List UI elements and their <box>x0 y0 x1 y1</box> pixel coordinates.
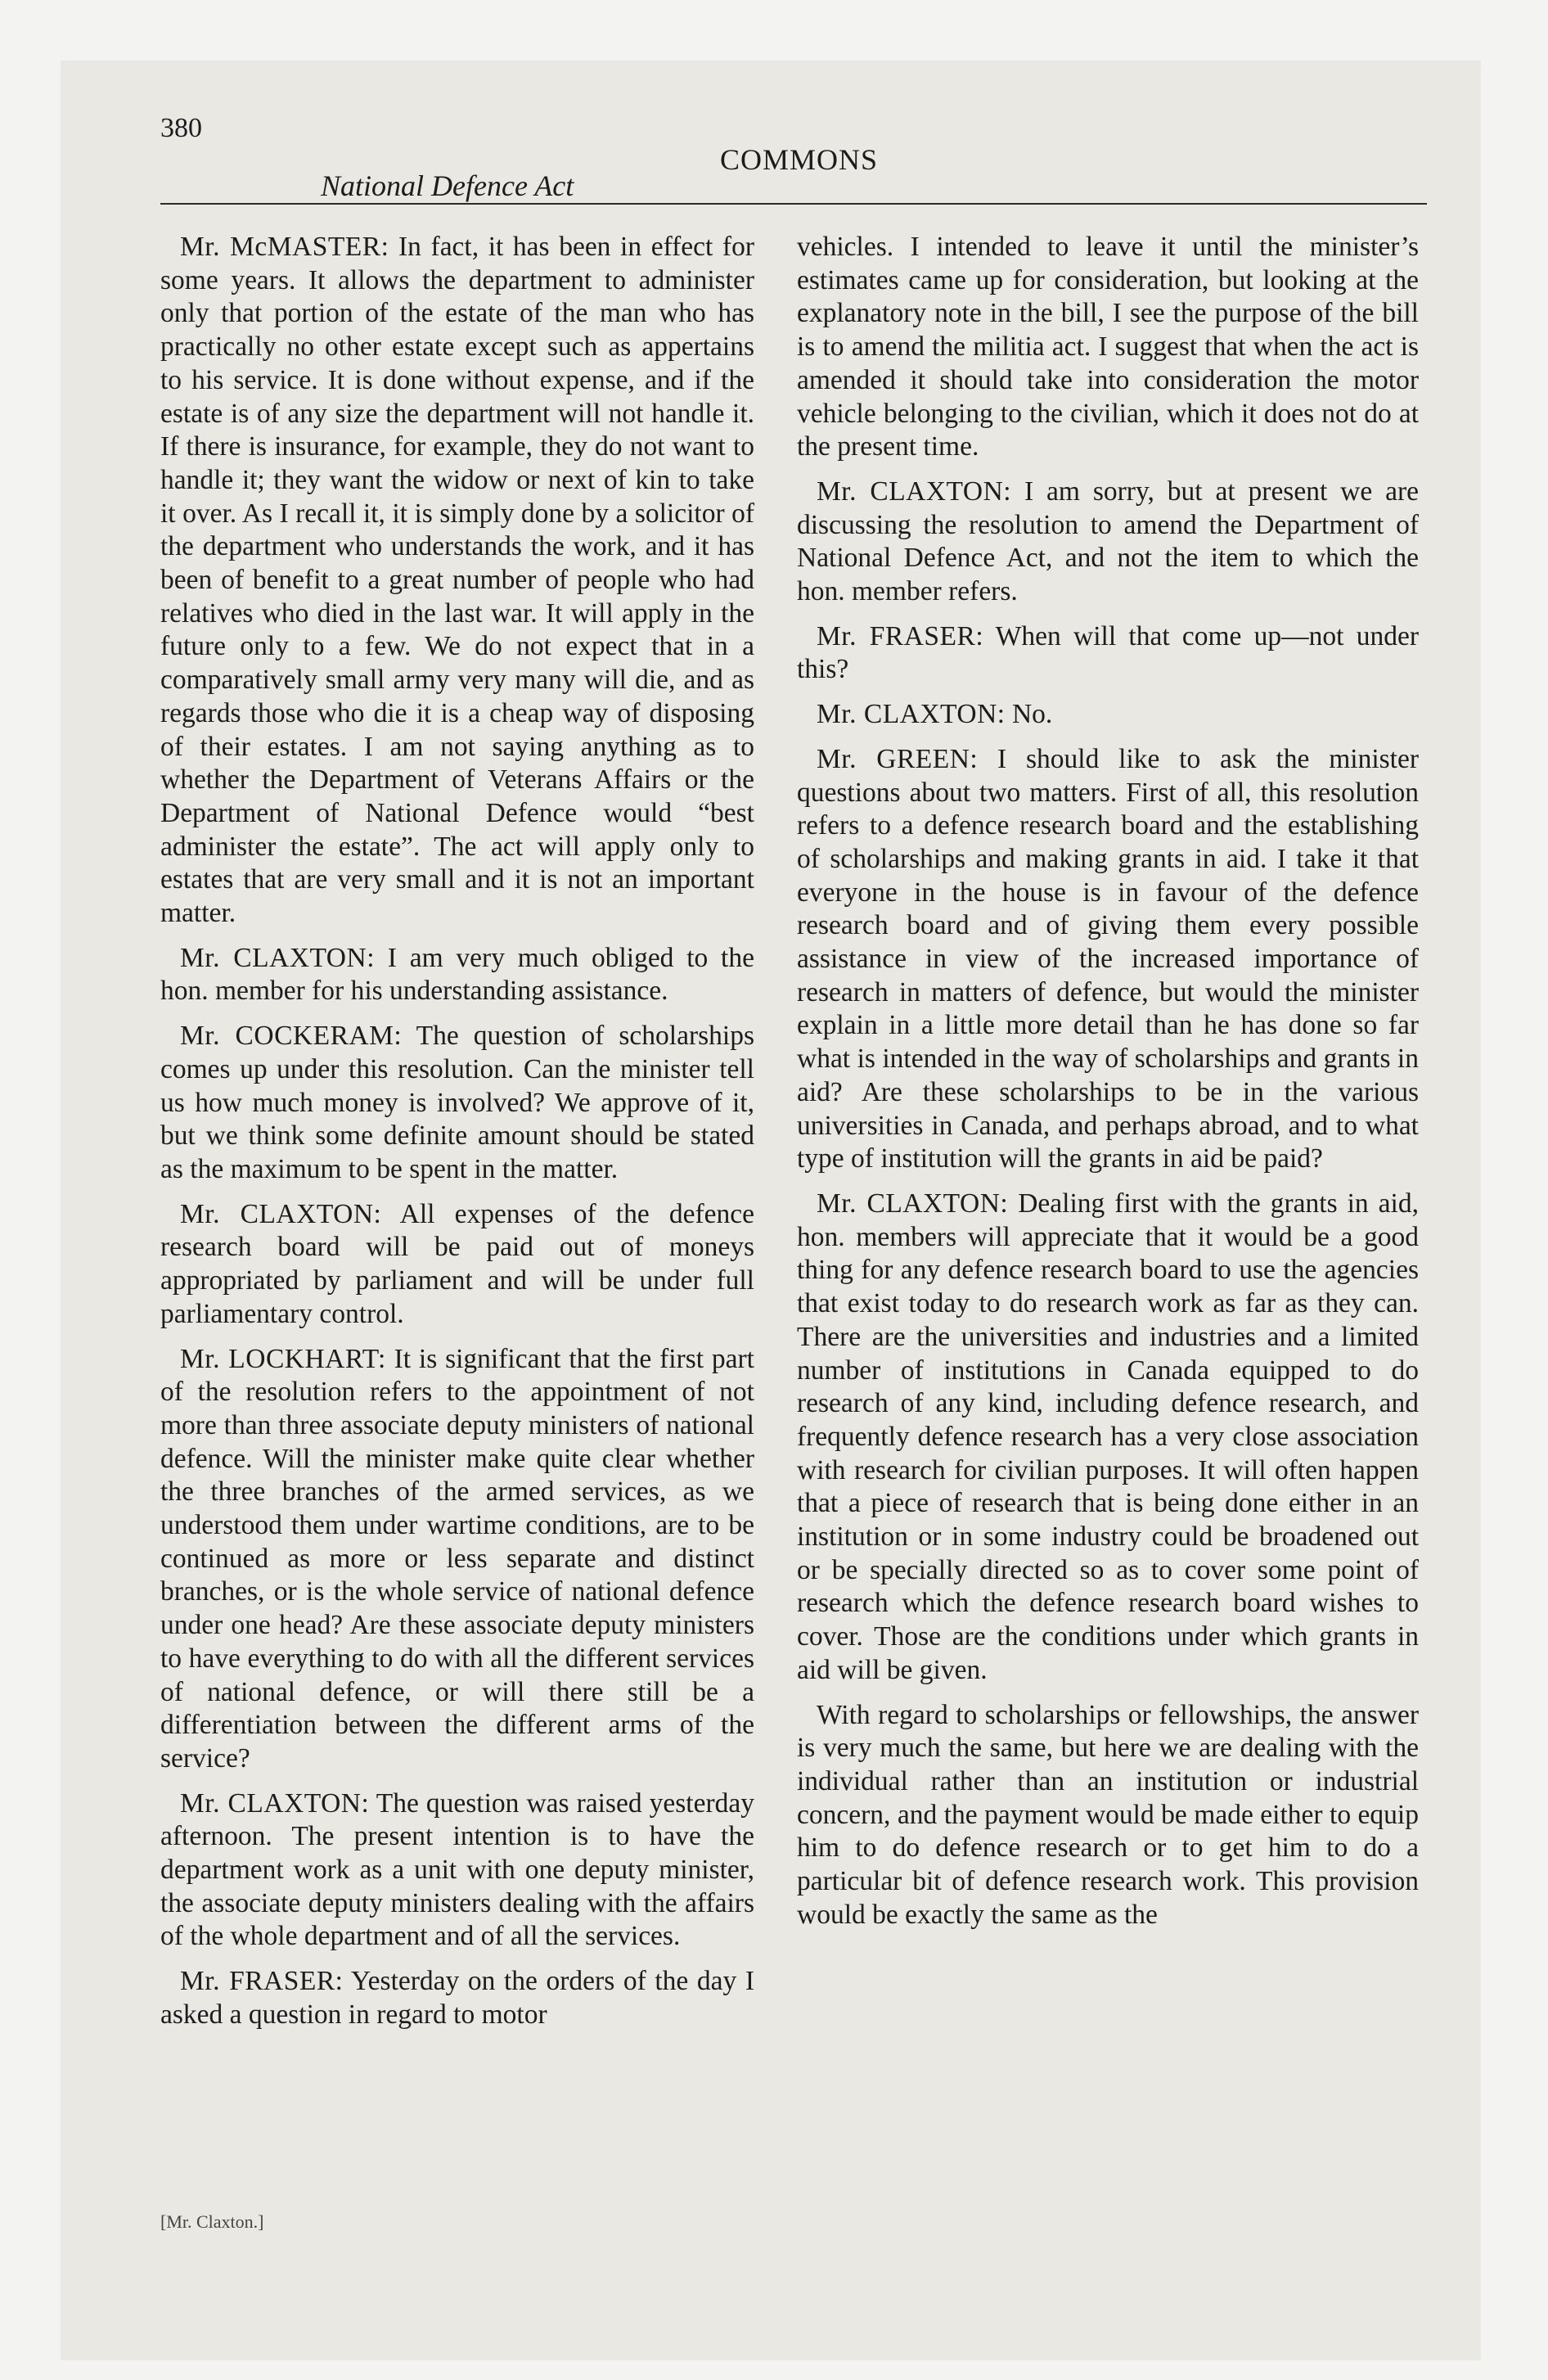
paragraph-text: vehicles. I intended to leave it until the minister’s estimates came up for consideration, but looking at the explanatory note in the bill, I see the purpose of the bill is to amend the militia act. I suggest that when the act is amended it should take into consideration the motor vehicle belonging to the civilian, which it does not do at the present time. <box>797 232 1419 462</box>
speaker-name: Mr. FRASER: <box>180 1966 344 1997</box>
paragraph <box>797 620 1419 687</box>
paragraph <box>797 1188 1419 1688</box>
page-header <box>160 113 1427 203</box>
running-head: COMMONS <box>720 143 879 176</box>
paragraph <box>160 1343 754 1776</box>
speaker-name: Mr. LOCKHART: <box>180 1343 386 1374</box>
right-column <box>797 231 1419 1943</box>
paragraph <box>160 1787 754 1954</box>
paragraph-text: I should like to ask the minister questions about two matters. First of all, this resolution refers to a defence research board and the establishing of scholarships and making grants in aid. I take it that everyone in the house is in favour of the defence research board and of giving them every possible assistance in view of the increased importance of research in matters of defence, but would the minister explain in a little more detail than he has done so far what is intended in the way of scholarships and grants in aid? Are these scholarships to be in the various universities in Canada, and perhaps abroad, and to what type of institution will the grants in aid be paid? <box>797 743 1419 1174</box>
section-title: National Defence Act <box>321 169 574 202</box>
paragraph <box>160 942 754 1008</box>
paragraph <box>160 1198 754 1332</box>
paragraph-text: The question was raised yesterday afternoon. The present intention is to have the department work as a unit with one deputy minister, the associate deputy ministers dealing with the affairs of the whole department and of all the services. <box>160 1787 754 1952</box>
speaker-name: Mr. CLAXTON: <box>180 1787 370 1819</box>
speaker-name: Mr. COCKERAM: <box>180 1021 403 1052</box>
speaker-name: Mr. McMASTER: <box>180 232 389 262</box>
paragraph <box>797 743 1419 1176</box>
paragraph-text: All expenses of the defence research board will be paid out of moneys appropriated by parliament and will be under full parliamentary control. <box>160 1198 754 1329</box>
paragraph <box>797 1699 1419 1932</box>
speaker-name: Mr. CLAXTON: <box>180 942 375 973</box>
paragraph <box>797 476 1419 609</box>
paragraph-text: I am very much obliged to the hon. member for his understanding assistance. <box>160 942 754 1007</box>
speaker-name: Mr. CLAXTON: <box>180 1198 382 1229</box>
paragraph-text: No. <box>1005 699 1053 730</box>
paragraph-text: With regard to scholarships or fellowships, the answer is very much the same, but here we are dealing with the individual rather than an institution or industrial concern, and the payment would be made either to equip him to do defence research or to get him to do a particular bit of defence research work. This provision would be exactly the same as the <box>797 1699 1419 1930</box>
speaker-name: Mr. CLAXTON: <box>817 476 1012 507</box>
footer-note: [Mr. Claxton.] <box>160 2211 264 2232</box>
speaker-name: Mr. GREEN: <box>817 743 979 774</box>
paragraph <box>160 1965 754 2031</box>
paragraph-text: It is significant that the first part of the resolution refers to the appointment of not more than three associate deputy ministers of national defence. Will the minister make quite clear whether the three branches of the armed services, as we understood them under wartime conditions, are to be continued as more or less separate and distinct branches, or is the whole service of national defence under one head? Are these associate deputy ministers to have everything to do with all the different services of national defence, or will there still be a differentiation between the different arms of the service? <box>160 1343 754 1774</box>
paragraph <box>797 231 1419 464</box>
paragraph-text: The question of scholarships comes up under this resolution. Can the minister tell us how much money is involved? We approve of it, but we think some definite amount should be stated as the maximum to be spent in the matter. <box>160 1021 754 1184</box>
paragraph-text: Dealing first with the grants in aid, hon. members will appreciate that it would be a good thing for any defence research board to use the agencies that exist today to do research work as far as they can. There are the universities and industries and a limited number of institutions in Canada equipped to do research of any kind, including defence research, and frequently defence research has a very close association with research for civilian purposes. It will often happen that a piece of research that is being done either in an institution or in some industry could be broadened out or be specially directed so as to cover some point of research which the defence research board wishes to cover. Those are the conditions under which grants in aid will be given. <box>797 1188 1419 1685</box>
paragraph-text: When will that come up—not under this? <box>797 620 1419 685</box>
page-number: 380 <box>160 113 202 143</box>
paragraph <box>160 231 754 931</box>
speaker-name: Mr. CLAXTON: <box>817 1188 1009 1219</box>
paragraph <box>160 1020 754 1187</box>
left-column <box>160 231 754 2044</box>
paragraph-text: In fact, it has been in effect for some years. It allows the department to administer only that portion of the estate of the man who has practically no other estate except such as appertains to his service. It is done without expense, and if the estate is of any size the department will not handle it. If there is insurance, for example, they do not want to handle it; they want the widow or next of kin to take it over. As I recall it, it is simply done by a solicitor of the department who understands the work, and it has been of benefit to a great number of people who had relatives who died in the last war. It will apply in the future only to a few. We do not expect that in a comparatively small army very many will die, and as regards those who die it is a cheap way of disposing of their estates. I am not saying anything as to whether the Department of Veterans Affairs or the Department of National Defence would “best administer the estate”. The act will apply only to estates that are very small and it is not an important matter. <box>160 232 754 929</box>
paragraph <box>797 698 1419 732</box>
paragraph-text: Yesterday on the orders of the day I asked a question in regard to motor <box>160 1966 754 2030</box>
speaker-name: Mr. CLAXTON: <box>817 699 1006 730</box>
speaker-name: Mr. FRASER: <box>817 620 984 651</box>
paragraph-text: I am sorry, but at present we are discussing the resolution to amend the Department of National Defence Act, and not the item to which the hon. member refers. <box>797 476 1419 607</box>
header-rule <box>160 203 1427 205</box>
